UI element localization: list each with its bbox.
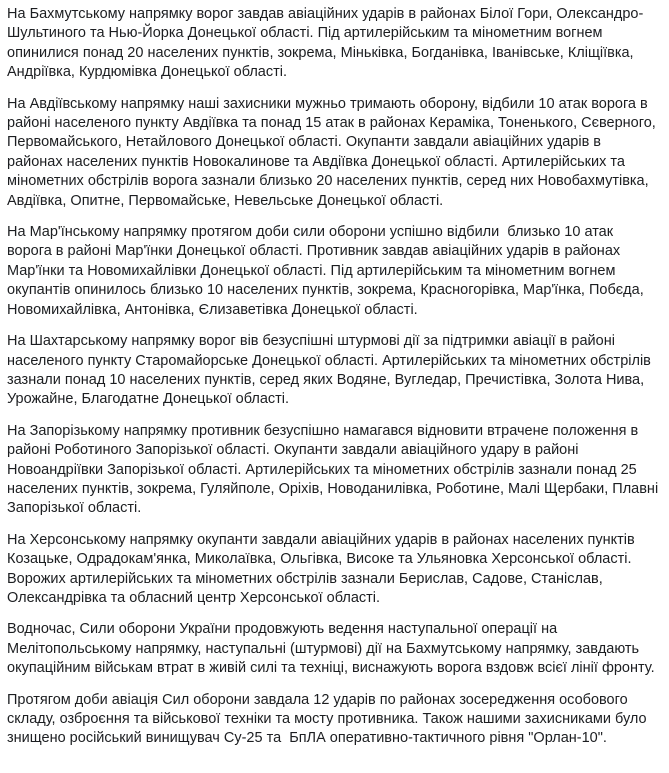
paragraph-marinka-direction: На Мар'їнському напрямку протягом доби сили оборони успішно відбили близько 10 атак ворога в районі Мар'їнки Донецької області. Противник завдав авіаційних ударів в районах Мар'їнки та Новомихайлівки Донецької області. Під артилерійським та мінометним вогнем окупантів опинилось близько 10 населених пунктів, зокрема, Красногорівка, Мар'їнка, Побєда, Новомихайлівка, Антонівка, Єлизаветівка Донецької області. (7, 224, 648, 318)
paragraph-shakhtarske-direction: На Шахтарському напрямку ворог вів безуспішні штурмові дії за підтримки авіації в районі населеного пункту Старомайорське Донецької області. Артилерійських та мінометних обстрілів зазнали понад 10 населених пунктів, серед яких Водяне, Вугледар, Пречистівка, Золота Нива, Урожайне, Благодатне Донецької області. (7, 333, 655, 408)
paragraph-zaporizhzhia-direction: На Запорізькому напрямку противник безуспішно намагався відновити втрачене положення в районі Роботиного Запорізької області. Окупанти завдали авіаційного удару в районі Новоандріївки Запорізької області. Артилерійських та мінометних обстрілів зазнали понад 25 населених пунктів, зокрема, Гуляйполе, Оріхів, Новоданилівка, Роботине, Малі Щербаки, Плавні Запорізької області. (7, 422, 663, 517)
paragraph-kherson-direction: На Херсонському напрямку окупанти завдали авіаційних ударів в районах населених пунктів Козацьке, Одрадокам'янка, Миколаївка, Ольгівка, Високе та Ульяновка Херсонської області. Ворожих артилерійських та мінометних обстрілів зазнали Берислав, Садове, Станіслав, Олександрівка та обласний центр Херсонської області. (7, 531, 639, 606)
paragraph-offensive-operations-summary: Водночас, Сили оборони України продовжують ведення наступальної операції на Мелітопольському напрямку, наступальні (штурмові) дії на Бахмутському напрямку, завдають окупаційним військам втрат в живій силі та техніці, виснажують ворога вздовж всієї лінії фронту. (7, 621, 655, 677)
paragraph-bakhmut-direction: На Бахмутському напрямку ворог завдав авіаційних ударів в районах Білої Гори, Олександро-Шультиного та Нью-Йорка Донецької області. Під артилерійським та мінометним вогнем опинилися понад 20 населених пунктів, зокрема, Міньківка, Богданівка, Іванівське, Кліщіївка, Андріївка, Курдюмівка Донецької області. (7, 6, 644, 81)
paragraph-aviation-strikes-summary: Протягом доби авіація Сил оборони завдала 12 ударів по районах зосередження особового складу, озброєння та військової техніки та мосту противника. Також нашими захисниками було знищено російський винищувач Су-25 та БпЛА оперативно-тактичного рівня "Орлан-10". (7, 691, 651, 747)
paragraph-avdiivka-direction: На Авдіївському напрямку наші захисники мужньо тримають оборону, відбили 10 атак ворога в районі населеного пункту Авдіївка та понад 15 атак в районах Кераміка, Тоненького, Сєверного, Первомайського, Нетайлового Донецької області. Окупанти завдали авіаційних ударів в районах населених пунктів Новокалинове та Авдіївка Донецької області. Артилерійських та мінометних обстрілів ворога зазнали близько 20 населених пунктів, серед них Новобахмутівка, Авдіївка, Опитне, Первомайське, Невельське Донецької області. (7, 95, 660, 209)
